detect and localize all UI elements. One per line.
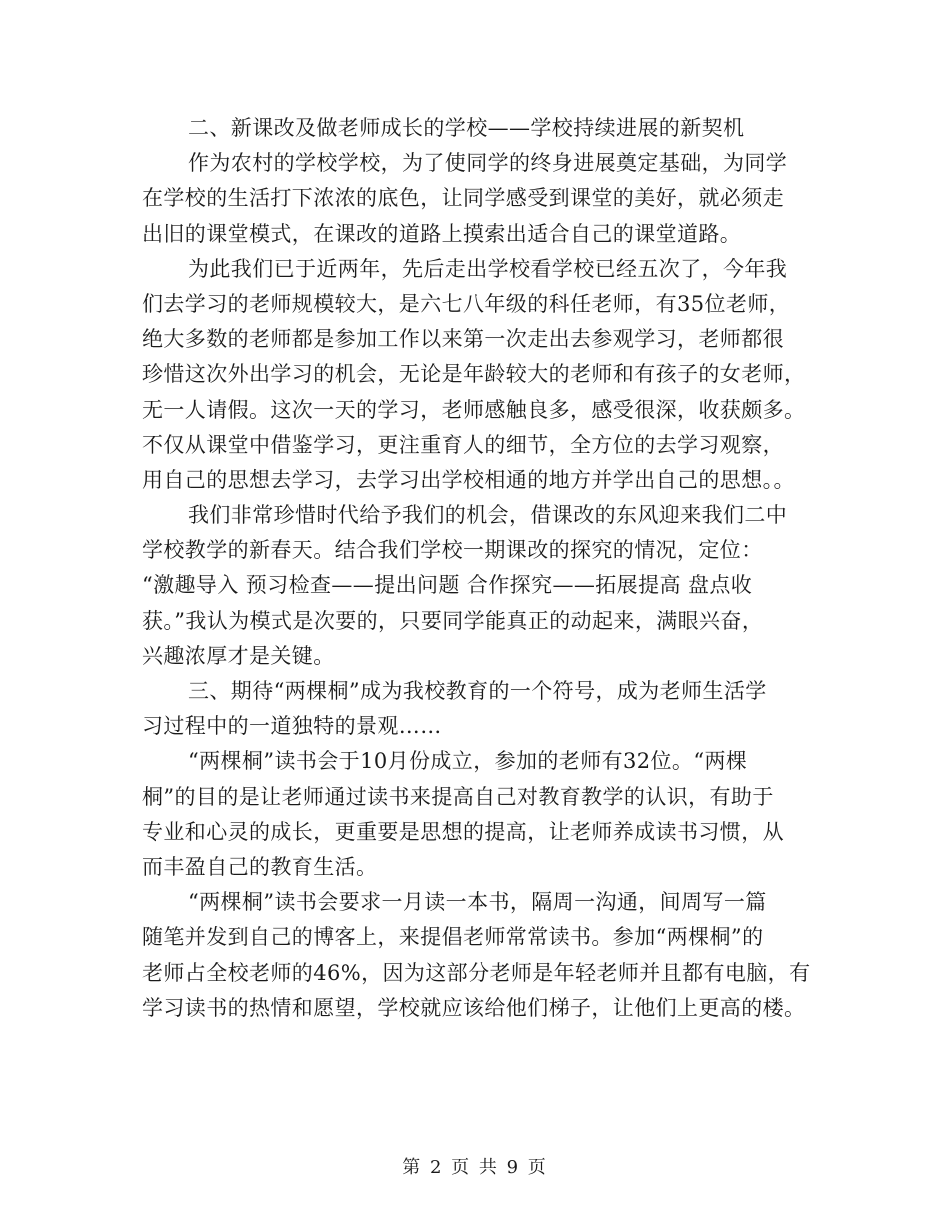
section-heading: 二、新课改及做老师成长的学校——学校持续进展的新契机: [188, 116, 745, 140]
page-number-footer: 第 2 页 共 9 页: [402, 1157, 548, 1178]
paragraph-line: 出旧的课堂模式，在课改的道路上摸索出适合自己的课堂道路。: [142, 221, 742, 246]
paragraph-line: 学校教学的新春天。结合我们学校一期课改的探究的情况，定位：: [142, 538, 763, 563]
section-heading: 三、期待“两棵桐”成为我校教育的一个符号，成为老师生活学: [188, 679, 767, 703]
paragraph-line: 在学校的生活打下浓浓的底色，让同学感受到课堂的美好，就必须走: [142, 186, 784, 211]
section-heading-continuation: 习过程中的一道独特的景观……: [142, 714, 442, 739]
paragraph-line: 老师占全校老师的46%，因为这部分老师是年轻老师并且都有电脑，有: [142, 960, 811, 985]
paragraph-line: 随笔并发到自己的博客上，来提倡老师常常读书。参加“两棵桐”的: [142, 925, 764, 950]
paragraph-line: “两棵桐”读书会于10月份成立，参加的老师有32位。“两棵: [188, 749, 748, 774]
paragraph-line: 兴趣浓厚才是关键。: [142, 643, 335, 668]
document-body: [142, 111, 812, 1026]
paragraph-line: 们去学习的老师规模较大，是六七八年级的科任老师，有35位老师，: [142, 291, 791, 316]
paragraph-line: 作为农村的学校学校，为了使同学的终身进展奠定基础，为同学: [188, 151, 788, 176]
paragraph-line: 珍惜这次外出学习的机会，无论是年龄较大的老师和有孩子的女老师，: [142, 362, 806, 387]
paragraph-line: 我们非常珍惜时代给予我们的机会，借课改的东风迎来我们二中: [188, 503, 788, 528]
paragraph-line: 绝大多数的老师都是参加工作以来第一次走出去参观学习，老师都很: [142, 327, 784, 352]
paragraph-line: 获。”我认为模式是次要的，只要同学能真正的动起来，满眼兴奋，: [142, 608, 764, 633]
paragraph-line: 学习读书的热情和愿望，学校就应该给他们梯子，让他们上更高的楼。: [142, 995, 806, 1020]
paragraph-line: 为此我们已于近两年，先后走出学校看学校已经五次了，今年我: [188, 256, 788, 281]
paragraph-line: 无一人请假。这次一天的学习，老师感触良多，感受很深，收获颇多。: [142, 397, 806, 422]
paragraph-line: 不仅从课堂中借鉴学习，更注重育人的细节，全方位的去学习观察，: [142, 432, 784, 457]
paragraph-line: 用自己的思想去学习，去学习出学校相通的地方并学出自己的思想。。: [142, 467, 795, 492]
paragraph-line: 专业和心灵的成长，更重要是思想的提高，让老师养成读书习惯，从: [142, 819, 784, 844]
paragraph-line: “两棵桐”读书会要求一月读一本书，隔周一沟通，间周写一篇: [188, 890, 767, 915]
paragraph-line: 桐”的目的是让老师通过读书来提高自己对教育教学的认识，有助于: [142, 784, 774, 809]
paragraph-line: 而丰盈自己的教育生活。: [142, 854, 378, 879]
paragraph-line: “激趣导入 预习检查——提出问题 合作探究——拓展提高 盘点收: [142, 573, 753, 598]
